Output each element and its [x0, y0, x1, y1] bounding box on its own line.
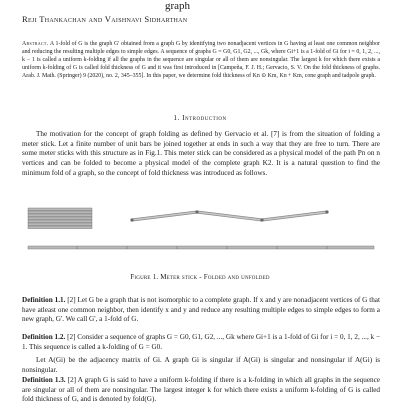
definition-label: Definition 1.2.: [22, 333, 66, 341]
definition-1-3: [22, 376, 380, 405]
definition-text: [2] A graph G is said to have a uniform k-folding if there is a k-folding in which all graphs in the sequence are singular or all of them are nonsingular. The largest integer k for which there exists a uniform k-folding of G is called fold thickness of G, and is denoted by fold(G).: [22, 376, 380, 404]
abstract-label: Abstract.: [22, 41, 49, 47]
folded-meter-stick: [28, 208, 92, 229]
abstract: [22, 40, 380, 80]
definition-text: [2] Consider a sequence of graphs G = G0, G1, G2, ..., Gk where Gi+1 is a 1-fold of Gi for i = 0, 1, 2, ..., k − 1. This sequence is called a k-folding of G = G0.: [22, 333, 380, 351]
authors: Reji Thankachan and Vaishnavi Sidharthan: [22, 14, 188, 24]
figure-caption: Figure 1. Meter stick - Folded and unfolded: [130, 273, 270, 281]
adjacency-paragraph: Let A(Gi) be the adjacency matrix of Gi. A graph Gi is singular if A(Gi) is singular and nonsingular if A(Gi) is nonsingular.: [22, 356, 380, 374]
unfolded-meter-stick: [28, 246, 374, 249]
definition-1-1: [22, 296, 380, 325]
partially-unfolded-meter-stick: [130, 210, 328, 221]
definition-text: [2] Let G be a graph that is not isomorphic to a complete graph. If x and y are nonadjacent vertices of G that have atleast one common neighbor, then identify x and y and reduce any resulting multiple edges to simple edges to form a new graph, G'. We call G', a 1-fold of G.: [22, 296, 380, 324]
definition-label: Definition 1.1.: [22, 296, 66, 304]
section-heading: 1. Introduction: [173, 114, 227, 122]
meter-stick-figure: [22, 200, 380, 260]
definition-1-2: [22, 333, 380, 352]
intro-paragraph: The motivation for the concept of graph folding as defined by Gervacio et al. [7] is from the situation of folding a meter stick. Let a finite number of unit bars be joined together at ends in such a way that they are free to turn. There are some meter sticks with this structure as in Fig.1. This meter stick can be considered as a physical model of the path Pn on n vertices and can be folded to become a physical model of the complete graph K2. It is a natural question to find the minimum fold of a graph, so the concept of fold thickness was introduced as follows.: [22, 130, 380, 177]
abstract-text: A 1-fold of G is the graph G' obtained from a graph G by identifying two nonadjacent vertices in G having at least one common neighbor and reducing the resulting multiple edges to simple edges. A sequence of graphs G = G0, G1, G2, ..., Gk, where Gi+1 is a 1-fold of Gi for i = 0, 1, 2, ..., k − 1 is called a uniform k-folding if all the graphs in the sequence are singular or all of them are nonsingular. The largest k for which there exists a uniform k-folding of G is called fold thickness of G and it was first introduced in [Campeña, F. J. H.; Gervacio, S. V. On the fold thickness of graphs. Arab. J. Math. (Springer) 9 (2020), no. 2, 345–355]. In this paper, we determine fold thickness of Kn ⊙ Km, Kn + Km, cone graph and tadpole graph.: [22, 41, 380, 80]
definition-label: Definition 1.3.: [22, 376, 66, 384]
paper-title-fragment: graph: [165, 0, 191, 12]
